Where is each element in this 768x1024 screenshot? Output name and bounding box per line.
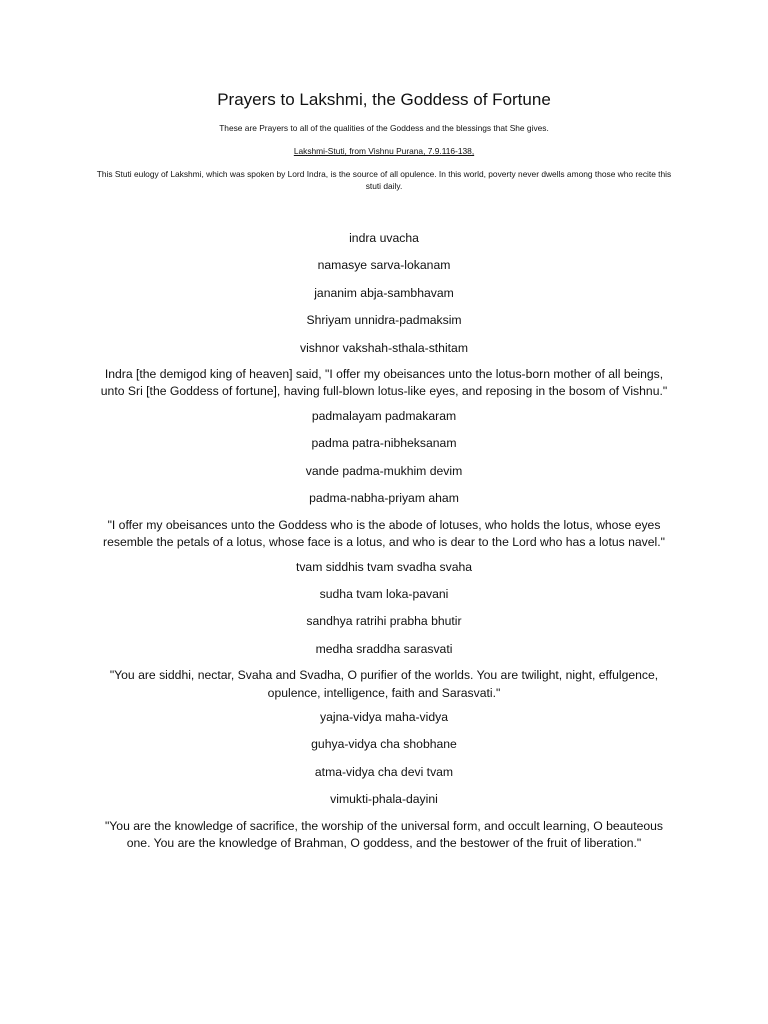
verse-line: padma-nabha-priyam aham: [309, 491, 459, 506]
prayer-body: [96, 225, 672, 855]
prayer-section: [96, 403, 672, 552]
verse-line: padmalayam padmakaram: [311, 408, 457, 423]
verse-line: vimukti-phala-dayini: [330, 792, 438, 807]
description-text: This Stuti eulogy of Lakshmi, which was spoken by Lord Indra, is the source of all opulence. In this world, poverty never dwells among those who recite this stuti daily.: [96, 169, 672, 191]
translation-paragraph: "You are the knowledge of sacrifice, the worship of the universal form, and occult learning, O beauteous one. You are the knowledge of Brahman, O goddess, and the bestower of the fruit of liberation.": [104, 818, 664, 851]
source-citation: Lakshmi-Stuti, from Vishnu Purana, 7.9.116-138,: [293, 146, 475, 156]
verse-line: sandhya ratrihi prabha bhutir: [306, 614, 462, 629]
translation-paragraph: Indra [the demigod king of heaven] said, "I offer my obeisances unto the lotus-born mother of all beings, unto Sri [the Goddess of fortune], having full-blown lotus-like eyes, and reposing in the bosom of Vishnu.": [100, 366, 668, 399]
verse-line: sudha tvam loka-pavani: [319, 586, 449, 601]
translation-paragraph: "You are siddhi, nectar, Svaha and Svadha, O purifier of the worlds. You are twilight, night, effulgence, opulence, intelligence, faith and Sarasvati.": [109, 668, 659, 700]
page-title: Prayers to Lakshmi, the Goddess of Fortune: [217, 90, 551, 109]
verse-line: vishnor vakshah-sthala-sthitam: [300, 340, 468, 355]
verse-line: jananim abja-sambhavam: [314, 285, 454, 300]
verse-line: atma-vidya cha devi tvam: [314, 764, 454, 779]
verse-line: tvam siddhis tvam svadha svaha: [295, 559, 473, 574]
translation-paragraph: "I offer my obeisances unto the Goddess who is the abode of lotuses, who holds the lotus, whose eyes resemble the petals of a lotus, whose face is a lotus, and who is dear to the Lord who has a lotus navel.": [103, 517, 665, 550]
intro-text: These are Prayers to all of the qualities of the Goddess and the blessings that She gives.: [219, 123, 549, 133]
verse-line: guhya-vidya cha shobhane: [311, 737, 457, 752]
prayer-section: [96, 554, 672, 703]
verse-line: Shriyam unnidra-padmaksim: [306, 313, 462, 328]
prayer-section: [96, 225, 672, 401]
verse-line: yajna-vidya maha-vidya: [319, 710, 449, 725]
verse-line: indra uvacha: [349, 231, 419, 245]
prayer-section: [96, 704, 672, 853]
verse-line: padma patra-nibheksanam: [311, 436, 457, 451]
verse-line: namasye sarva-lokanam: [317, 258, 451, 273]
verse-line: medha sraddha sarasvati: [315, 641, 453, 656]
verse-line: vande padma-mukhim devim: [305, 463, 463, 478]
